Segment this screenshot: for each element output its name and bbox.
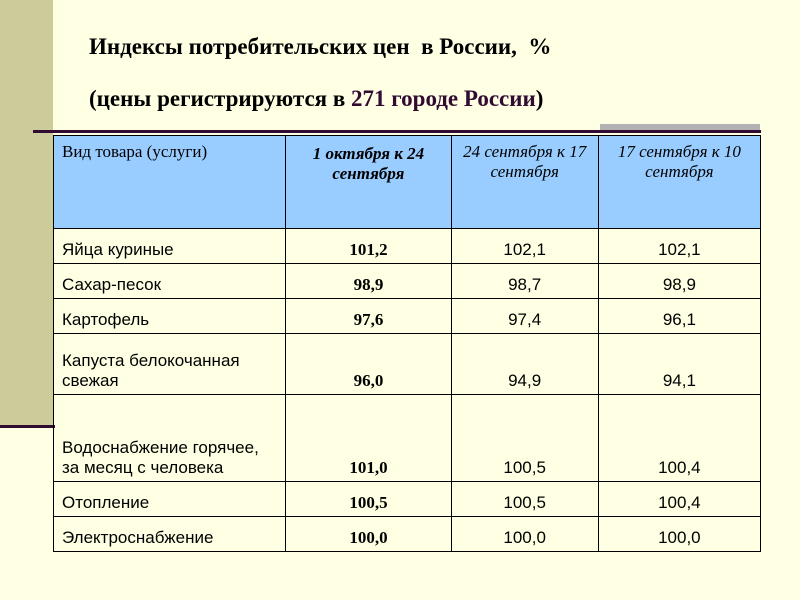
decorative-side-strip [0, 0, 53, 426]
value-period-3: 100,4 [598, 482, 760, 517]
table-header-row [54, 136, 761, 229]
value-period-2: 98,7 [451, 264, 598, 299]
value-period-3: 98,9 [598, 264, 760, 299]
value-period-1: 100,5 [286, 482, 451, 517]
value-period-3: 100,4 [598, 395, 760, 482]
value-period-1: 98,9 [286, 264, 451, 299]
value-period-1: 101,0 [286, 395, 451, 482]
header-period-1: 1 октября к 24 сентября [286, 136, 451, 229]
table-row [54, 229, 761, 264]
value-period-2: 100,0 [451, 517, 598, 552]
value-period-3: 102,1 [598, 229, 760, 264]
value-period-1: 96,0 [286, 334, 451, 395]
subtitle-highlight: 271 городе России [351, 86, 536, 111]
value-period-1: 100,0 [286, 517, 451, 552]
table-row [54, 482, 761, 517]
item-name: Сахар-песок [54, 264, 286, 299]
value-period-2: 100,5 [451, 482, 598, 517]
slide-title: Индексы потребительских цен в России, % [89, 34, 552, 59]
price-index-table [53, 135, 761, 552]
value-period-1: 101,2 [286, 229, 451, 264]
value-period-1: 97,6 [286, 299, 451, 334]
item-name: Капуста белокочанная свежая [54, 334, 286, 395]
item-name: Яйца куриные [54, 229, 286, 264]
header-item-type: Вид товара (услуги) [54, 136, 286, 229]
subtitle-suffix: ) [535, 86, 544, 111]
header-period-2: 24 сентября к 17 сентября [451, 136, 598, 229]
value-period-2: 97,4 [451, 299, 598, 334]
value-period-3: 96,1 [598, 299, 760, 334]
subtitle-prefix: (цены регистрируются в [89, 86, 352, 111]
item-name: Картофель [54, 299, 286, 334]
table-row [54, 517, 761, 552]
table-row [54, 264, 761, 299]
table-row [54, 334, 761, 395]
value-period-2: 102,1 [451, 229, 598, 264]
decorative-side-line [0, 425, 55, 428]
value-period-3: 94,1 [598, 334, 760, 395]
header-period-3: 17 сентября к 10 сентября [598, 136, 760, 229]
item-name: Водоснабжение горячее, за месяц с человека [54, 395, 286, 482]
table-row [54, 395, 761, 482]
item-name: Отопление [54, 482, 286, 517]
value-period-3: 100,0 [598, 517, 760, 552]
title-divider-line [33, 130, 761, 133]
slide-subtitle [89, 86, 543, 112]
table-row [54, 299, 761, 334]
value-period-2: 100,5 [451, 395, 598, 482]
value-period-2: 94,9 [451, 334, 598, 395]
item-name: Электроснабжение [54, 517, 286, 552]
